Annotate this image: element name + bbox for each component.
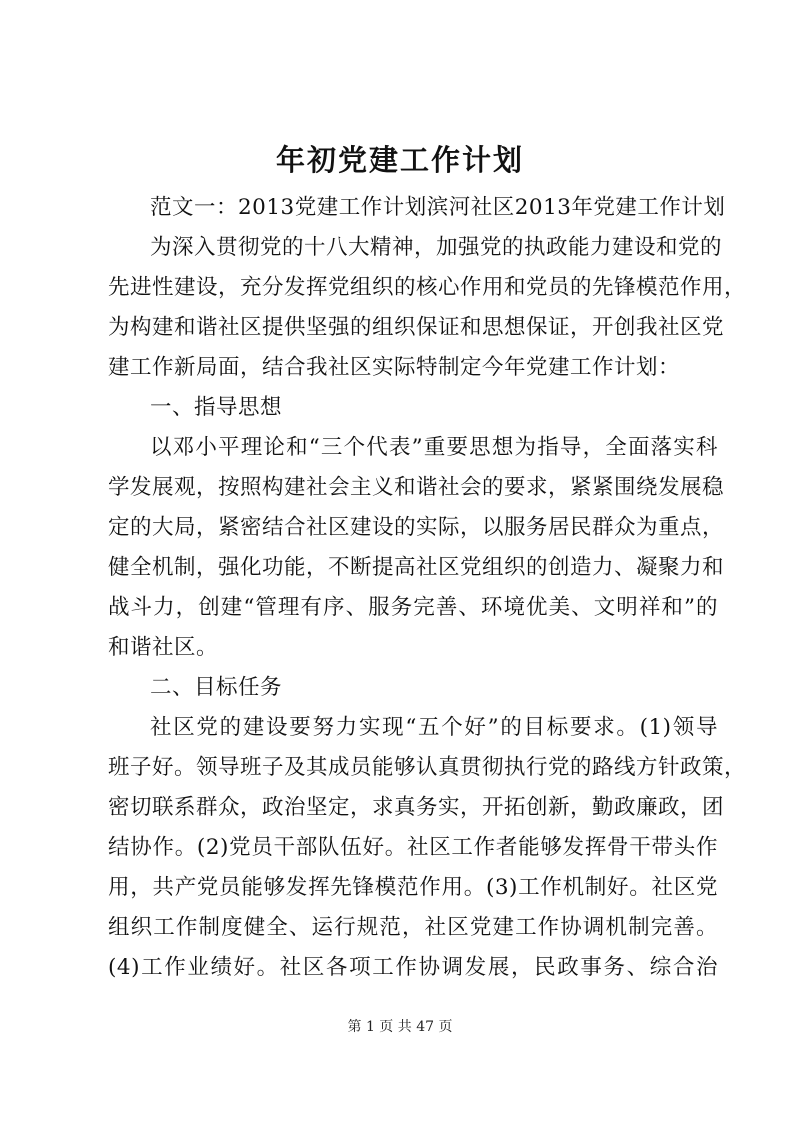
- text-line-12: 和谐社区。: [108, 635, 219, 660]
- text-line-7: 以邓小平理论和“三个代表”重要思想为指导，全面落实科: [150, 435, 718, 460]
- text-line-2: 为深入贯彻党的十八大精神，加强党的执政能力建设和党的: [150, 235, 723, 260]
- text-line-1: 范文一：2013党建工作计划滨河社区2013年党建工作计划: [150, 195, 726, 220]
- page-footer: 第 1 页 共 47 页: [347, 1019, 453, 1035]
- text-line-9: 定的大局，紧密结合社区建设的实际，以服务居民群众为重点，: [108, 515, 725, 540]
- text-line-15: 班子好。领导班子及其成员能够认真贯彻执行党的路线方针政策，: [108, 755, 747, 780]
- text-line-11: 战斗力，创建“管理有序、服务完善、环境优美、文明祥和”的: [108, 595, 718, 620]
- text-line-5: 建工作新局面，结合我社区实际特制定今年党建工作计划：: [108, 355, 681, 380]
- text-line-16: 密切联系群众，政治坚定，求真务实，开拓创新，勤政廉政，团: [108, 795, 725, 820]
- text-line-19: 组织工作制度健全、运行规范，社区党建工作协调机制完善。: [108, 915, 718, 940]
- section-heading-2: 二、目标任务: [150, 675, 283, 700]
- text-line-3: 先进性建设，充分发挥党组织的核心作用和党员的先锋模范作用，: [108, 275, 747, 300]
- text-line-17: 结协作。(2)党员干部队伍好。社区工作者能够发挥骨干带头作: [108, 835, 718, 860]
- text-line-10: 健全机制，强化功能，不断提高社区党组织的创造力、凝聚力和: [108, 555, 725, 580]
- document-title: 年初党建工作计划: [275, 143, 524, 177]
- text-line-8: 学发展观，按照构建社会主义和谐社会的要求，紧紧围绕发展稳: [108, 475, 725, 500]
- text-line-14: 社区党的建设要努力实现“五个好”的目标要求。(1)领导: [150, 715, 718, 740]
- text-line-4: 为构建和谐社区提供坚强的组织保证和思想保证，开创我社区党: [108, 315, 725, 340]
- text-line-18: 用，共产党员能够发挥先锋模范作用。(3)工作机制好。社区党: [108, 875, 718, 900]
- section-heading-1: 一、指导思想: [150, 395, 283, 420]
- text-line-20: (4)工作业绩好。社区各项工作协调发展，民政事务、综合治: [108, 955, 718, 980]
